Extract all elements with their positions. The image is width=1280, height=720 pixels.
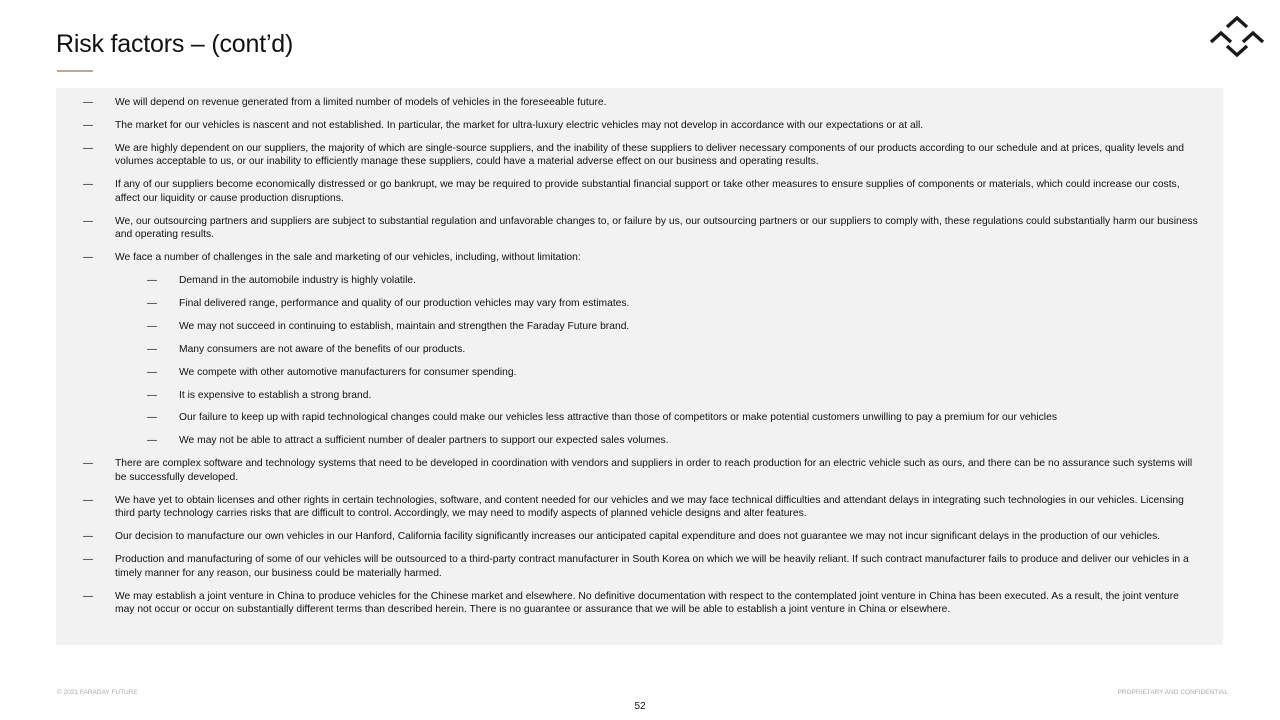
sub-list-item [56, 320, 1223, 334]
bullet-dash: — [147, 435, 157, 447]
list-item-text: We may not succeed in continuing to establish, maintain and strengthen the Faraday Future brand. [179, 320, 630, 332]
bullet-dash: — [147, 389, 157, 401]
bullet-dash: — [83, 531, 93, 543]
bullet-dash: — [83, 179, 93, 191]
list-item-text: Our failure to keep up with rapid technological changes could make our vehicles less attractive than those of competitors or make potential customers unwilling to pay a premium for our vehicles [179, 412, 1057, 424]
list-item [56, 530, 1223, 544]
list-item-text: We compete with other automotive manufacturers for consumer spending. [179, 366, 517, 378]
bullet-dash: — [147, 275, 157, 287]
bullet-dash: — [147, 320, 157, 332]
list-item-text: We have yet to obtain licenses and other rights in certain technologies, software, and content needed for our vehicles and we may face technical difficulties and attendant delays in integrating such technologies in our vehicles. Licensing third party technology carries risks that are difficult to control. Accordingly, we may need to modify aspects of planned vehicle designs and alter features. [115, 494, 1184, 520]
list-item [56, 457, 1223, 484]
bullet-dash: — [147, 343, 157, 355]
bullet-dash: — [83, 494, 93, 506]
list-item [56, 251, 1223, 265]
sub-list-item [56, 434, 1223, 448]
risk-factors-panel [56, 88, 1223, 645]
list-item [56, 215, 1223, 242]
sub-list-item [56, 366, 1223, 380]
list-item-text: We face a number of challenges in the sale and marketing of our vehicles, including, without limitation: [115, 252, 581, 264]
footer-copyright: © 2021 FARADAY FUTURE [57, 689, 138, 696]
list-item-text: Demand in the automobile industry is highly volatile. [179, 275, 416, 287]
list-item [56, 590, 1223, 617]
bullet-dash: — [83, 97, 93, 108]
list-item-text: Our decision to manufacture our own vehicles in our Hanford, California facility significantly increases our anticipated capital expenditure and does not guarantee we may not incur significant delays in the production of our vehicles. [115, 531, 1161, 543]
list-item [56, 119, 1223, 133]
bullet-dash: — [83, 142, 93, 154]
list-item-text: We are highly dependent on our suppliers, the majority of which are single-source suppliers, and the inability of these suppliers to deliver necessary components of our products according to our schedule and at prices, quality levels and volumes acceptable to us, or our inability to efficiently manage these suppliers, could have a material adverse effect on our business and operating results. [115, 142, 1184, 168]
bullet-dash: — [147, 412, 157, 424]
list-item-text: We may establish a joint venture in China to produce vehicles for the Chinese market and elsewhere. No definitive documentation with respect to the contemplated joint venture in China has been executed. As a result, the joint venture may not occur or occur on substantially different terms than described herein. There is no guarantee or assurance that we will be able to establish a joint venture in China or elsewhere. [115, 590, 1179, 616]
bullet-dash: — [83, 252, 93, 264]
list-item [56, 142, 1223, 169]
page-title: Risk factors – (cont’d) [56, 30, 294, 58]
list-item [56, 553, 1223, 580]
page-number: 52 [634, 701, 646, 712]
list-item-text: Many consumers are not aware of the benefits of our products. [179, 343, 466, 355]
bullet-dash: — [147, 298, 157, 310]
list-item-text: The market for our vehicles is nascent and not established. In particular, the market for ultra-luxury electric vehicles may not develop in accordance with our expectations or at all. [115, 119, 924, 131]
sub-list-item [56, 411, 1223, 425]
list-item-text: If any of our suppliers become economically distressed or go bankrupt, we may be required to provide substantial financial support or take other measures to ensure supplies of components or materials, which could increase our costs, affect our liquidity or cause production disruptions. [115, 179, 1180, 204]
list-item-text: We will depend on revenue generated from a limited number of models of vehicles in the foreseeable future. [115, 97, 607, 108]
footer-confidential: PROPRIETARY AND CONFIDENTIAL [1117, 689, 1228, 696]
title-underline [57, 70, 93, 72]
list-item-text: It is expensive to establish a strong brand. [179, 389, 372, 401]
list-item-text: We may not be able to attract a sufficient number of dealer partners to support our expected sales volumes. [179, 435, 669, 447]
bullet-dash: — [83, 119, 93, 131]
sub-list-item [56, 343, 1223, 357]
list-item-text: Production and manufacturing of some of our vehicles will be outsourced to a third-party contract manufacturer in South Korea on which we will be heavily reliant. If such contract manufacturer fails to produce and deliver our vehicles in a timely manner for any reason, our business could be materially harmed. [115, 554, 1189, 579]
list-item-text: There are complex software and technology systems that need to be developed in coordination with vendors and suppliers in order to reach production for an electric vehicle such as ours, and there can be no assurance such systems will be successfully developed. [115, 458, 1193, 483]
bullet-dash: — [83, 590, 93, 602]
bullet-dash: — [83, 215, 93, 227]
list-item-text: Final delivered range, performance and quality of our production vehicles may vary from estimates. [179, 298, 630, 310]
sub-list-item [56, 389, 1223, 403]
faraday-future-logo-icon [1208, 16, 1268, 60]
list-item [56, 178, 1223, 205]
list-item [56, 494, 1223, 521]
bullet-dash: — [83, 554, 93, 566]
sub-list-item [56, 274, 1223, 288]
list-item-text: We, our outsourcing partners and suppliers are subject to substantial regulation and unfavorable changes to, or failure by us, our outsourcing partners or our suppliers to comply with, these regulations could substantially harm our business and operating results. [115, 215, 1198, 241]
bullet-dash: — [83, 458, 93, 470]
list-item [56, 96, 1223, 110]
bullet-dash: — [147, 366, 157, 378]
sub-list-item [56, 297, 1223, 311]
